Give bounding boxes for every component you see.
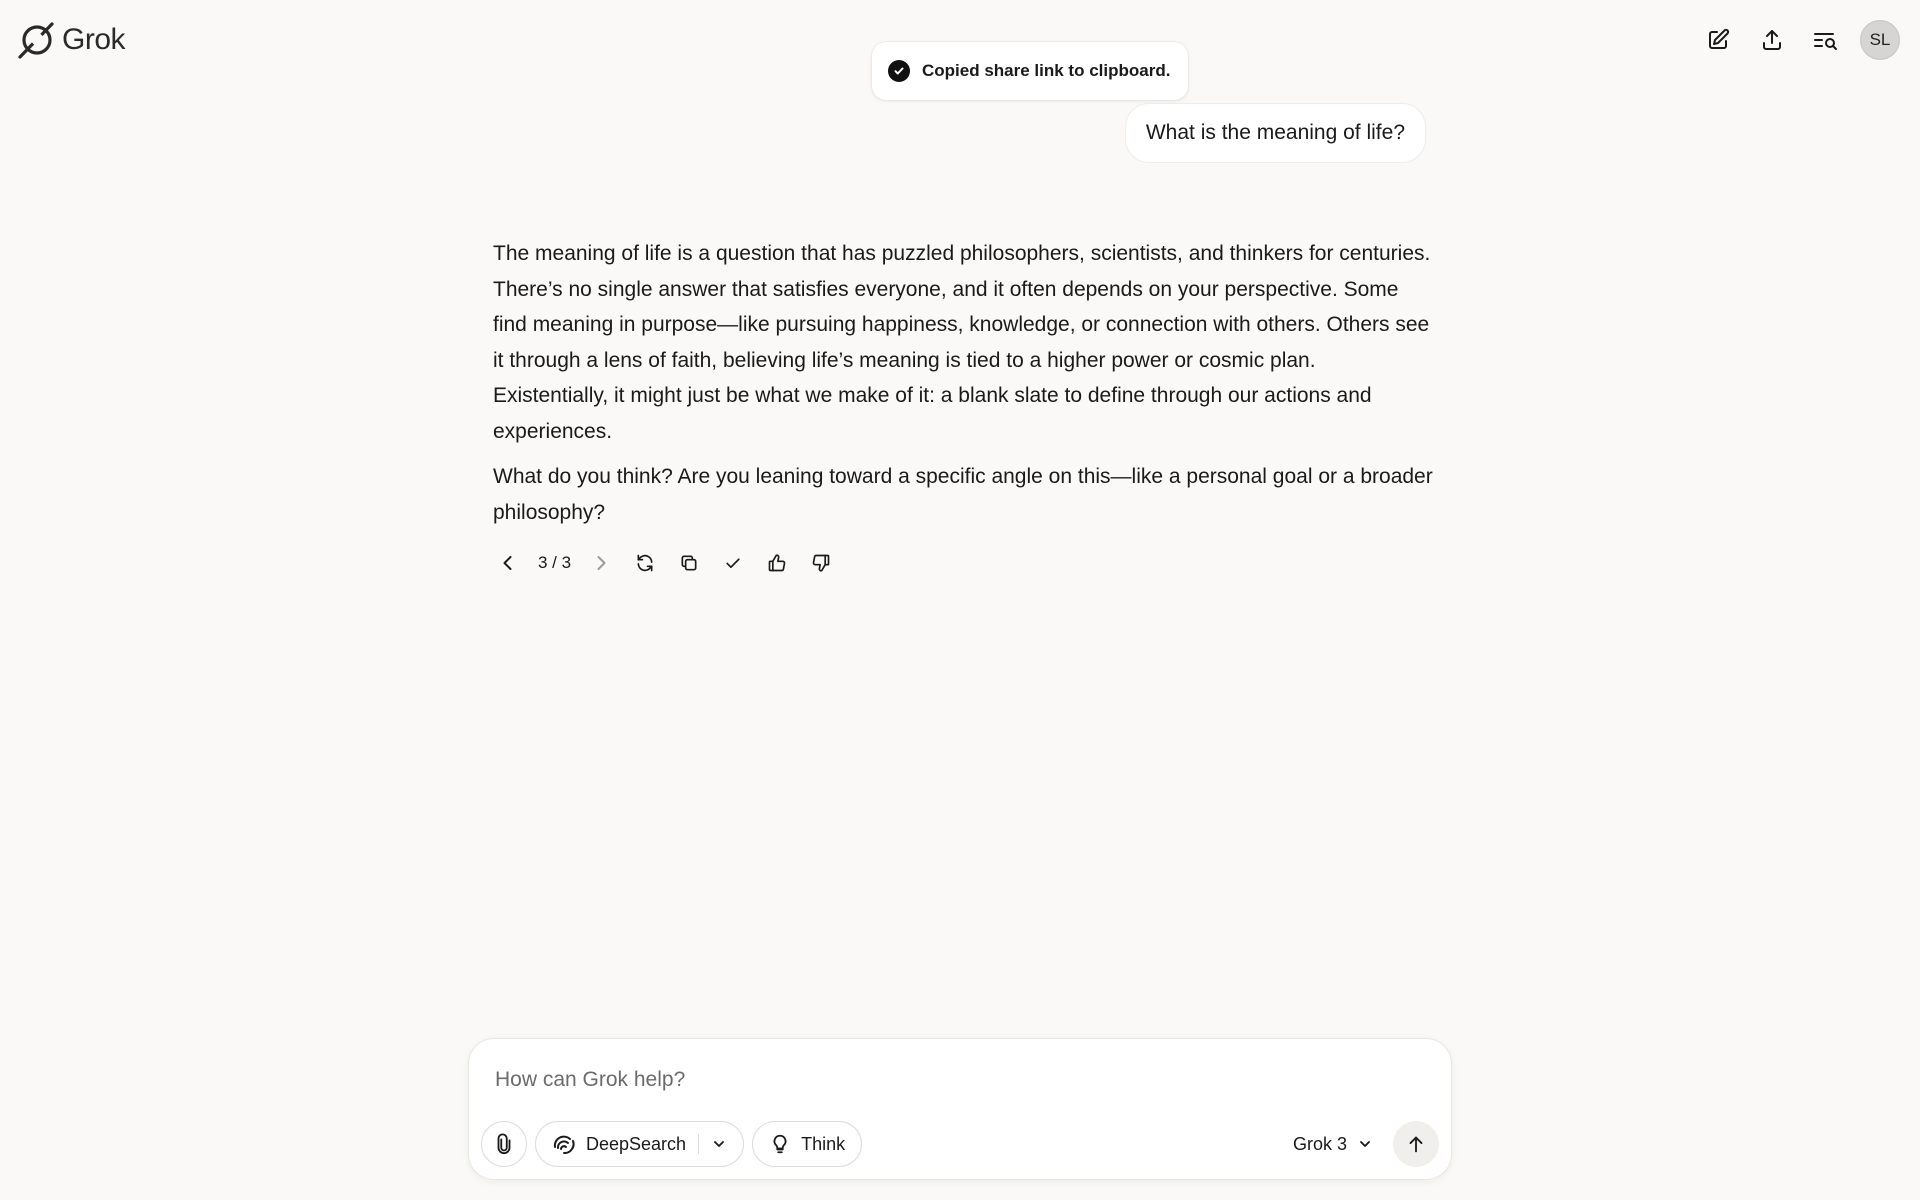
deepsearch-icon [552, 1133, 576, 1155]
assistant-response [493, 236, 1433, 540]
paperclip-icon [493, 1133, 515, 1155]
thumbs-up-icon [767, 553, 787, 573]
chat-composer [468, 1038, 1452, 1180]
new-chat-button[interactable] [1698, 20, 1738, 60]
copy-icon [679, 553, 699, 573]
toast-message: Copied share link to clipboard. [922, 61, 1171, 80]
response-paragraph: The meaning of life is a question that has puzzled philosophers, scientists, and thinkers for centuries. There’s no single answer that satisfies everyone, and it often depends on your perspective. Some find meaning in purpose—like pursuing happiness, knowledge, or connection with others. Others see it through a lens of faith, believing life’s meaning is tied to a higher power or cosmic plan. Existentially, it might just be what we make of it: a blank slate to define through our actions and experiences. [493, 242, 1431, 443]
check-circle-icon [888, 60, 910, 82]
model-label: Grok 3 [1292, 1133, 1347, 1154]
model-selector[interactable] [1281, 1134, 1385, 1155]
chevron-down-icon[interactable] [711, 1136, 727, 1152]
header-actions [1698, 20, 1900, 60]
grok-logo-icon [16, 20, 56, 60]
chevron-right-icon [591, 553, 611, 573]
previous-response-button[interactable] [490, 545, 526, 581]
avatar[interactable]: SL [1860, 20, 1900, 60]
chevron-left-icon [498, 553, 518, 573]
history-search-button[interactable] [1806, 20, 1846, 60]
user-message-bubble [1125, 103, 1426, 163]
response-paragraph: What do you think? Are you leaning toward a specific angle on this—like a personal goal or a broader philosophy? [493, 465, 1433, 524]
attach-button[interactable] [481, 1121, 527, 1167]
upload-icon [1760, 28, 1784, 52]
chevron-down-icon [1357, 1136, 1373, 1152]
toast-notification [872, 42, 1188, 100]
response-actions [490, 545, 839, 581]
user-message-text: What is the meaning of life? [1145, 121, 1405, 144]
thumbs-down-button[interactable] [803, 545, 839, 581]
composer-toolbar [481, 1121, 1439, 1167]
copy-button[interactable] [671, 545, 707, 581]
divider [698, 1134, 699, 1154]
list-search-icon [1813, 28, 1839, 52]
next-response-button[interactable] [583, 545, 619, 581]
deepsearch-button[interactable] [535, 1121, 744, 1167]
thumbs-down-icon [811, 553, 831, 573]
thumbs-up-button[interactable] [759, 545, 795, 581]
think-label: Think [801, 1133, 846, 1154]
edit-icon [1706, 28, 1730, 52]
arrow-up-icon [1405, 1133, 1427, 1155]
done-button[interactable] [715, 545, 751, 581]
think-button[interactable] [752, 1121, 862, 1167]
regenerate-button[interactable] [627, 545, 663, 581]
lightbulb-icon [769, 1133, 791, 1155]
refresh-icon [635, 553, 655, 573]
deepsearch-label: DeepSearch [586, 1133, 687, 1154]
response-pager: 3 / 3 [538, 553, 572, 572]
brand-name: Grok [62, 23, 126, 56]
check-icon [723, 553, 743, 573]
send-button[interactable] [1393, 1121, 1439, 1167]
brand-logo[interactable] [16, 20, 125, 60]
share-button[interactable] [1752, 20, 1792, 60]
chat-input[interactable] [493, 1067, 1393, 1093]
